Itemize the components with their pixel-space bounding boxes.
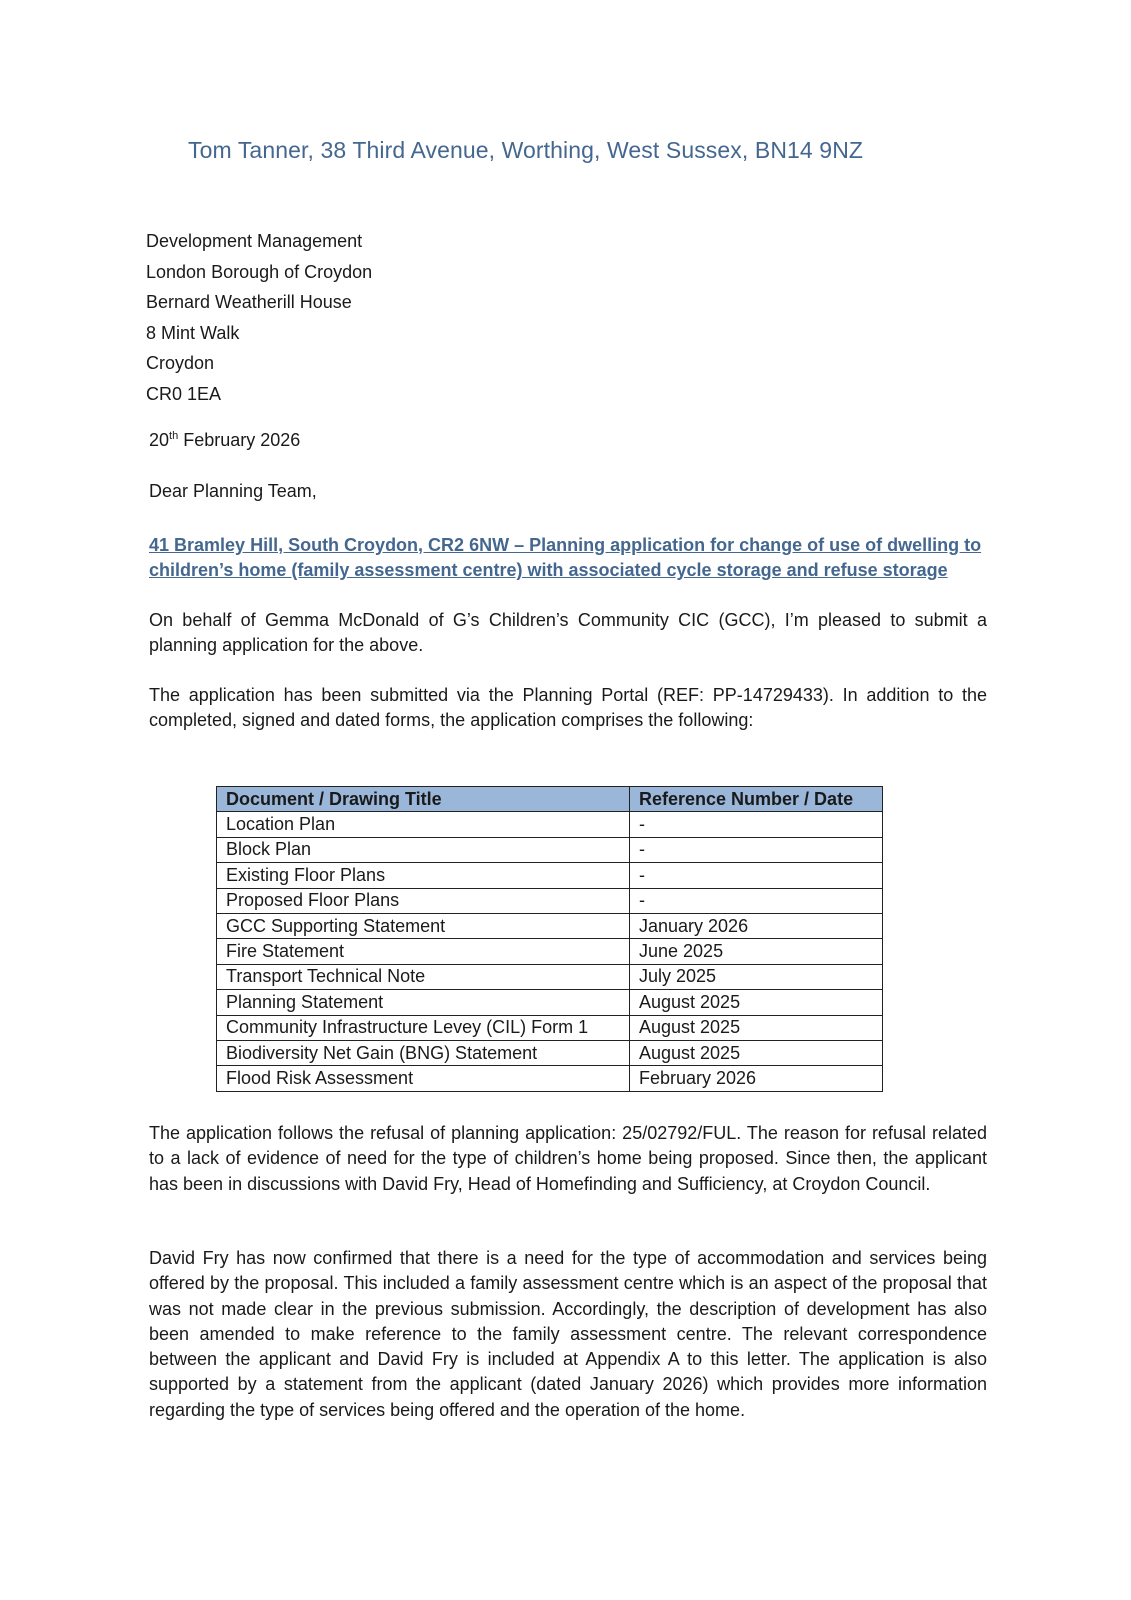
document-title: Flood Risk Assessment (217, 1066, 630, 1091)
column-header-title: Document / Drawing Title (217, 787, 630, 812)
document-reference: January 2026 (630, 913, 883, 938)
paragraph-intro: On behalf of Gemma McDonald of G’s Children’s Community CIC (GCC), I’m pleased to submit a planning application for the above. (149, 610, 987, 656)
document-title: GCC Supporting Statement (217, 913, 630, 938)
document-reference: August 2025 (630, 990, 883, 1015)
table-row (217, 888, 883, 913)
document-reference: - (630, 888, 883, 913)
document-title: Biodiversity Net Gain (BNG) Statement (217, 1040, 630, 1065)
document-reference: - (630, 812, 883, 837)
table-row (217, 1015, 883, 1040)
document-reference: - (630, 863, 883, 888)
document-title: Planning Statement (217, 990, 630, 1015)
document-title: Community Infrastructure Levey (CIL) Form 1 (217, 1015, 630, 1040)
recipient-line: London Borough of Croydon (146, 261, 373, 282)
table-row (217, 964, 883, 989)
date-ordinal-suffix: th (169, 430, 179, 442)
table-row (217, 990, 883, 1015)
paragraph-refusal-history: The application follows the refusal of planning application: 25/02792/FUL. The reason for refusal related to a lack of evidence of need for the type of children’s home being proposed. Since then, the applicant has been in discussions with David Fry, Head of Homefinding and Sufficiency, at Croydon Council. (149, 1123, 987, 1194)
paragraph-need-confirmation: David Fry has now confirmed that there is a need for the type of accommodation and services being offered by the proposal. This included a family assessment centre which is an aspect of the proposal that was not made clear in the previous submission. Accordingly, the description of development has also been amended to make reference to the family assessment centre. The relevant correspondence between the applicant and David Fry is included at Appendix A to this letter. The application is also supported by a statement from the applicant (dated January 2026) which provides more information regarding the type of services being offered and the operation of the home. (149, 1248, 987, 1420)
recipient-line: Bernard Weatherill House (146, 292, 352, 313)
document-title: Existing Floor Plans (217, 863, 630, 888)
letter-date (149, 430, 300, 451)
date-month-year: February 2026 (178, 430, 301, 450)
recipient-line: Development Management (146, 231, 363, 251)
document-reference: July 2025 (630, 964, 883, 989)
recipient-line: Croydon (146, 353, 215, 374)
recipient-address-block (146, 226, 372, 410)
date-day: 20 (149, 430, 170, 450)
document-title: Proposed Floor Plans (217, 888, 630, 913)
recipient-line: CR0 1EA (146, 383, 222, 404)
document-reference: - (630, 837, 883, 862)
table-header-row (217, 787, 883, 812)
column-header-reference: Reference Number / Date (630, 787, 883, 812)
document-title: Transport Technical Note (217, 964, 630, 989)
document-title: Block Plan (217, 837, 630, 862)
table-row (217, 837, 883, 862)
document-reference: August 2025 (630, 1015, 883, 1040)
document-title: Fire Statement (217, 939, 630, 964)
document-reference: June 2025 (630, 939, 883, 964)
table-row (217, 812, 883, 837)
table-row (217, 1040, 883, 1065)
table-row (217, 863, 883, 888)
document-reference: February 2026 (630, 1066, 883, 1091)
table-row (217, 939, 883, 964)
table-row (217, 1066, 883, 1091)
paragraph-submission: The application has been submitted via the Planning Portal (REF: PP-14729433). In addition to the completed, signed and dated forms, the application comprises the following: (149, 685, 987, 731)
table-row (217, 913, 883, 938)
sender-address-line: Tom Tanner, 38 Third Avenue, Worthing, West Sussex, BN14 9NZ (188, 137, 864, 163)
recipient-line: 8 Mint Walk (146, 322, 240, 343)
documents-table (216, 786, 883, 1092)
document-title: Location Plan (217, 812, 630, 837)
salutation: Dear Planning Team, (149, 481, 317, 501)
subject-heading: 41 Bramley Hill, South Croydon, CR2 6NW – Planning application for change of use of dwelling to children’s home (family assessment centre) with associated cycle storage and refuse storage (149, 535, 982, 580)
document-reference: August 2025 (630, 1040, 883, 1065)
